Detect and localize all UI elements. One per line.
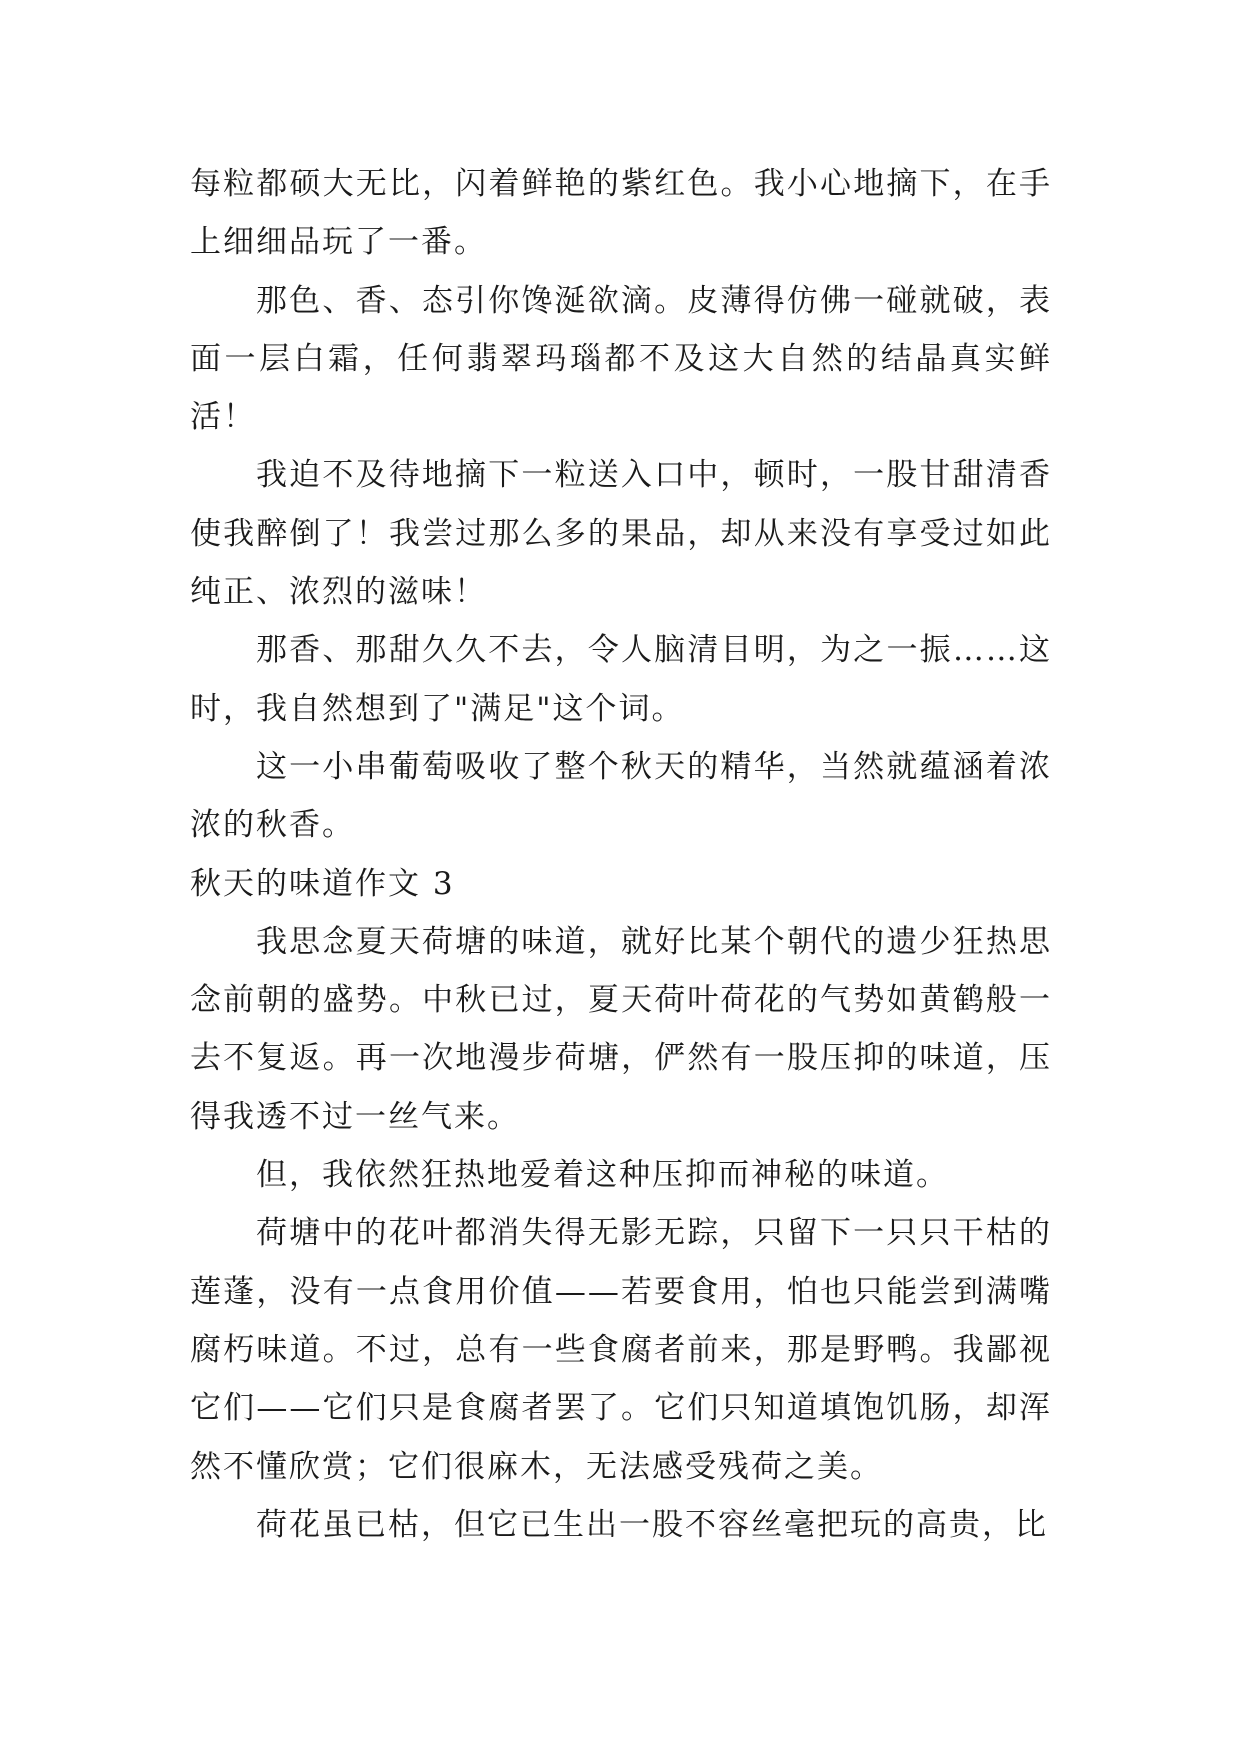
paragraph-grape-taste: 我迫不及待地摘下一粒送入口中，顿时，一股甘甜清香使我醉倒了！我尝过那么多的果品，却从来没有享受过如此纯正、浓烈的滋味！	[190, 457, 1052, 611]
paragraph-mysterious-taste: 但，我依然狂热地爱着这种压抑而神秘的味道。	[256, 1157, 949, 1194]
section-heading: 秋天的味道作文 3	[190, 865, 455, 902]
paragraph-grape-description: 每粒都硕大无比，闪着鲜艳的紫红色。我小心地摘下，在手上细细品玩了一番。	[190, 166, 1052, 261]
paragraph-withered-lotus: 荷塘中的花叶都消失得无影无踪，只留下一只只干枯的莲蓬，没有一点食用价值——若要食用，怕也只能尝到满嘴腐朽味道。不过，总有一些食腐者前来，那是野鸭。我鄙视它们——它们只是食腐者罢了。它们只知道填饱饥肠，却浑然不懂欣赏；它们很麻木，无法感受残荷之美。	[190, 1215, 1052, 1485]
paragraph-lotus-pond-memory: 我思念夏天荷塘的味道，就好比某个朝代的遗少狂热思念前朝的盛势。中秋已过，夏天荷叶荷花的气势如黄鹤般一去不复返。再一次地漫步荷塘，俨然有一股压抑的味道，压得我透不过一丝气来。	[190, 923, 1052, 1135]
paragraph-lotus-nobility: 荷花虽已枯，但它已生出一股不容丝毫把玩的高贵，比	[256, 1506, 1048, 1543]
document-body	[190, 155, 1052, 1554]
paragraph-grape-satisfaction: 那香、那甜久久不去，令人脑清目明，为之一振……这时，我自然想到了"满足"这个词。	[190, 632, 1052, 727]
paragraph-grape-appearance: 那色、香、态引你馋涎欲滴。皮薄得仿佛一碰就破，表面一层白霜，任何翡翠玛瑙都不及这大自然的结晶真实鲜活！	[190, 282, 1052, 436]
paragraph-autumn-essence: 这一小串葡萄吸收了整个秋天的精华，当然就蕴涵着浓浓的秋香。	[190, 748, 1052, 844]
